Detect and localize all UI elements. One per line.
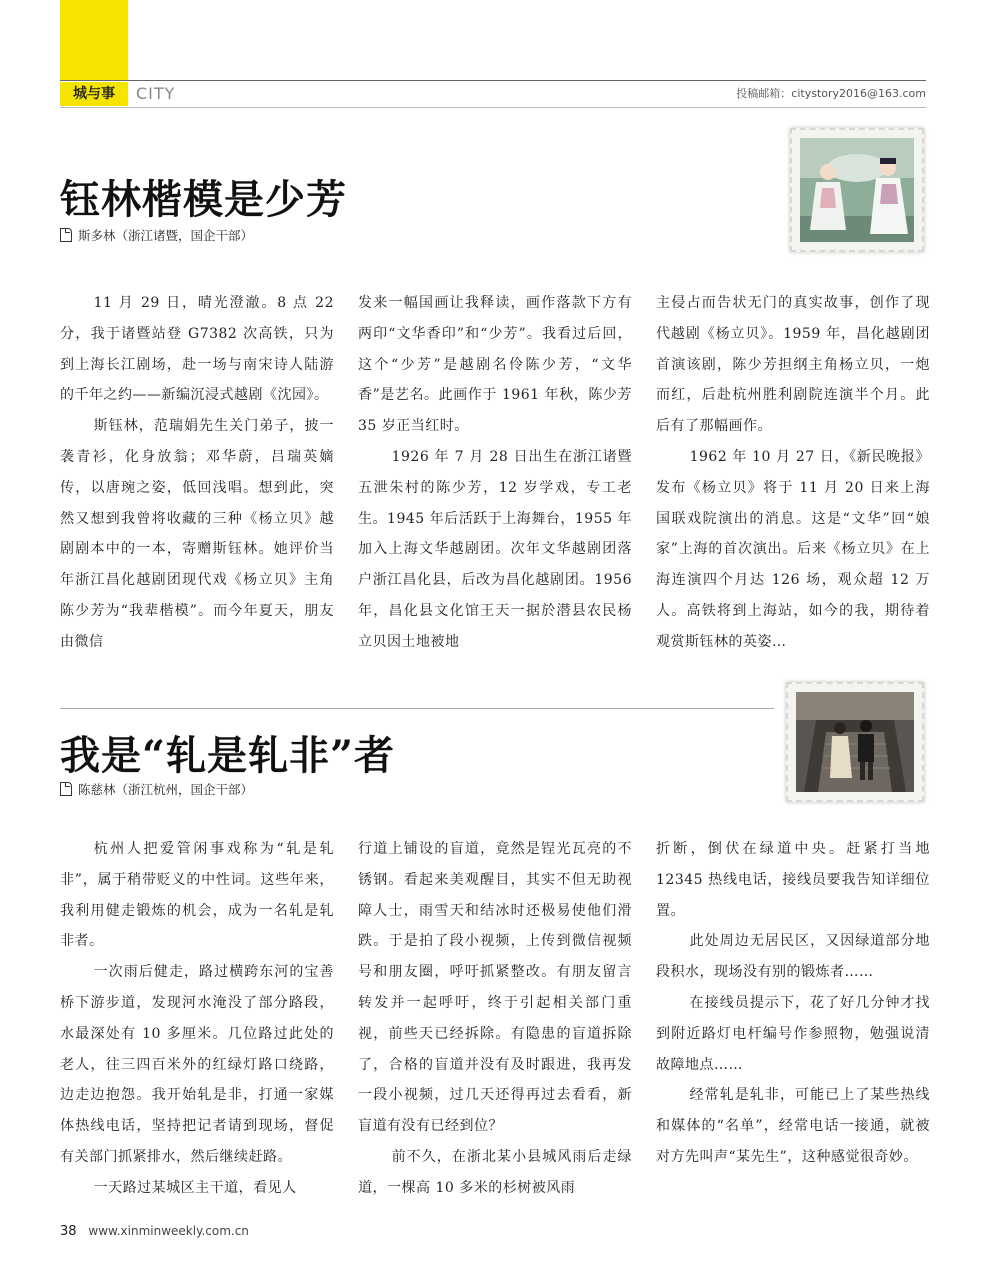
submission-email: 投稿邮箱：citystory2016@163.com	[736, 87, 926, 100]
section-english-label: CITY	[136, 84, 176, 103]
article1-author: 斯多林（浙江诸暨，国企干部）	[78, 228, 254, 243]
paragraph: 杭州人把爱管闲事戏称为“轧是轧非”，属于稍带贬义的中性词。这些年来，我利用健走锻炼的机会，成为一名轧是轧非者。	[60, 841, 334, 950]
footer-url[interactable]: www.xinminweekly.com.cn	[88, 1224, 249, 1238]
section-color-tab	[60, 0, 128, 80]
paragraph: 一天路过某城区主干道，看见人	[93, 1179, 297, 1196]
article2-column-2	[358, 834, 632, 1204]
paragraph: 斯钰林，范瑞娟先生关门弟子，披一袭青衫，化身放翁；邓华蔚，吕瑞英嫡传，以唐琬之姿，低回浅唱。想到此，突然又想到我曾将收藏的三种《杨立贝》越剧剧本中的一本，寄赠斯钰林。她评价当年浙江昌化越剧团现代戏《杨立贝》主角陈少芳为“我辈楷模”。而今年夏天，朋友由微信	[60, 418, 334, 650]
paragraph: 经常轧是轧非，可能已上了某些热线和媒体的“名单”，经常电话一接通，就被对方先叫声“某先生”，这种感觉很奇妙。	[656, 1087, 930, 1165]
author-icon	[60, 228, 72, 242]
article1-title: 钰林楷模是少芳	[60, 176, 347, 223]
paragraph: 折断，倒伏在绿道中央。赶紧打当地 12345 热线电话，接线员要我告知详细位置。	[656, 841, 930, 919]
paragraph: 在接线员提示下，花了好几分钟才找到附近路灯电杆编号作参照物，勉强说清故障地点……	[656, 994, 930, 1073]
article1-column-1	[60, 288, 334, 658]
article2-author: 陈慈林（浙江杭州，国企干部）	[78, 782, 254, 797]
article2-title: 我是“轧是轧非”者	[60, 732, 396, 779]
paragraph: 11 月 29 日，晴光澄澈。8 点 22 分，我于诸暨站登 G7382 次高铁，只为到上海长江剧场，赴一场与南宋诗人陆游的千年之约——新编沉浸式越剧《沈园》。	[60, 295, 334, 404]
article1-stamp-photo	[790, 128, 924, 252]
author-icon	[60, 782, 72, 796]
paragraph: 主侵占而告状无门的真实故事，创作了现代越剧《杨立贝》。1959 年，昌化越剧团首演该剧，陈少芳担纲主角杨立贝，一炮而红，后赴杭州胜利剧院连演半个月。此后有了那幅画作。	[656, 295, 930, 435]
paragraph: 1926 年 7 月 28 日出生在浙江诸暨五泄朱村的陈少芳，12 岁学戏，专工老生。1945 年后活跃于上海舞台，1955 年加入上海文华越剧团。次年文华越剧团落户浙江昌化县，后改为昌化越剧团。1956 年，昌化县文化馆王天一据於潜县农民杨立贝因土地被地	[358, 448, 632, 650]
article2-column-1	[60, 834, 334, 1204]
article-divider	[60, 708, 774, 709]
paragraph: 1962 年 10 月 27 日，《新民晚报》发布《杨立贝》将于 11 月 20 日来上海国联戏院演出的消息。这是“文华”回“娘家”上海的首次演出。后来《杨立贝》在上海连演四个月达 126 场，观众超 12 万人。高铁将到上海站，如今的我，期待着观赏斯钰林的英姿…	[656, 448, 930, 650]
article2-byline	[60, 780, 253, 798]
page-header	[60, 80, 926, 108]
paragraph: 此处周边无居民区，又因绿道部分地段积水，现场没有别的锻炼者……	[656, 933, 930, 981]
opera-performance-photo	[800, 138, 914, 242]
article2-column-3	[656, 834, 930, 1173]
article1-column-3	[656, 288, 930, 658]
article2-stamp-photo	[786, 682, 924, 802]
paragraph: 一次雨后健走，路过横跨东河的宝善桥下游步道，发现河水淹没了部分路段，水最深处有 10 多厘米。几位路过此处的老人，往三四百米外的红绿灯路口绕路，边走边抱怨。我开始轧是非，打通一家媒体热线电话，坚持把记者请到现场，督促有关部门抓紧排水，然后继续赶路。	[60, 964, 334, 1165]
escalator-photo	[796, 692, 914, 792]
article1-column-2	[358, 288, 632, 658]
page-number: 38	[60, 1224, 77, 1239]
article1-byline	[60, 226, 253, 244]
paragraph: 发来一幅国画让我释读，画作落款下方有两印“文华香印”和“少芳”。我看过后回，这个“少芳”是越剧名伶陈少芳，“文华香”是艺名。此画作于 1961 年秋，陈少芳 35 岁正当红时。	[358, 295, 632, 435]
paragraph: 前不久，在浙北某小县城风雨后走绿道，一棵高 10 多米的杉树被风雨	[358, 1148, 632, 1196]
section-tag: 城与事	[60, 82, 128, 106]
paragraph: 行道上铺设的盲道，竟然是锃光瓦亮的不锈钢。看起来美观醒目，其实不但无助视障人士，雨雪天和结冰时还极易使他们滑跌。于是拍了段小视频，上传到微信视频号和朋友圈，呼吁抓紧整改。有朋友留言转发并一起呼吁，终于引起相关部门重视，前些天已经拆除。有隐患的盲道拆除了，合格的盲道并没有及时跟进，我再发一段小视频，过几天还得再过去看看，新盲道有没有已经到位？	[358, 841, 632, 1135]
page-footer	[60, 1224, 249, 1239]
